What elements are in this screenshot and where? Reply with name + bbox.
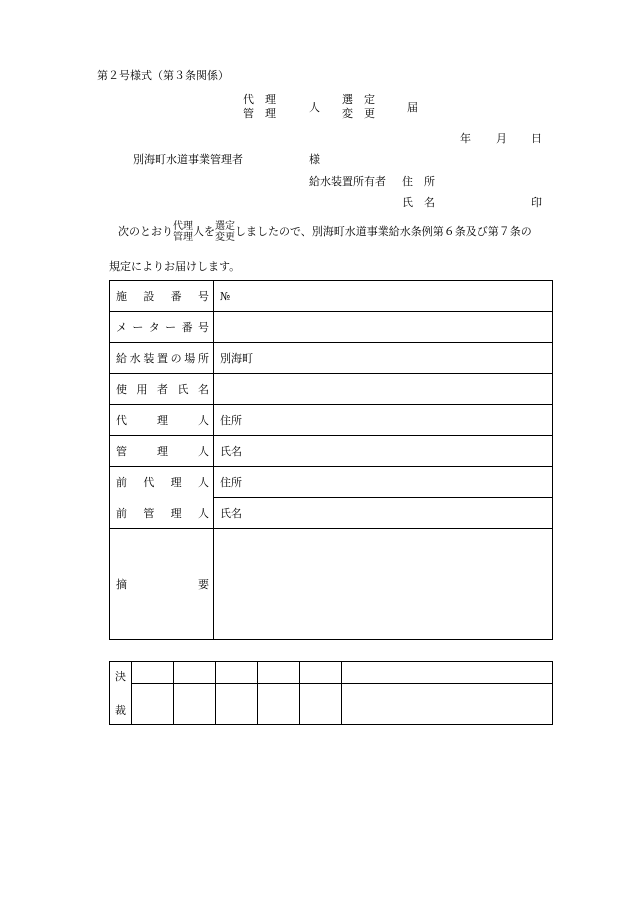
label-char: 使 bbox=[116, 383, 127, 396]
approval-stamp-cell[interactable] bbox=[132, 683, 174, 724]
label-location bbox=[110, 343, 214, 374]
label-char: 前 bbox=[116, 506, 127, 520]
label-prev-agent bbox=[110, 467, 214, 498]
label-char: 代 bbox=[116, 414, 127, 427]
date-year: 年 bbox=[460, 132, 471, 145]
approval-label-bottom: 裁 bbox=[115, 704, 126, 717]
label-prev-manager bbox=[110, 498, 214, 529]
label-char: 理 bbox=[170, 476, 182, 490]
title-stack-2-top: 選 定 bbox=[342, 93, 375, 106]
location-field[interactable] bbox=[214, 343, 553, 374]
body-stack-select-top: 選定 bbox=[215, 221, 235, 232]
label-meter-number bbox=[110, 312, 214, 343]
approval-stamp-cell[interactable] bbox=[174, 683, 216, 724]
applicant-role: 給水装置所有者 bbox=[309, 175, 386, 188]
label-char: 理 bbox=[157, 414, 168, 427]
row-facility-number bbox=[110, 281, 553, 312]
label-user-name bbox=[110, 374, 214, 405]
agent-address-label: 住所 bbox=[220, 414, 242, 427]
title-suffix: 届 bbox=[407, 101, 418, 114]
label-char: 置 bbox=[156, 352, 168, 365]
label-char: 理 bbox=[157, 445, 168, 458]
label-facility-number bbox=[110, 281, 214, 312]
title-stack-1 bbox=[243, 93, 276, 121]
row-prev-agent-address bbox=[110, 467, 553, 498]
summary-field[interactable] bbox=[214, 529, 553, 640]
approval-title-cell bbox=[300, 662, 342, 684]
approval-stamp-cell[interactable] bbox=[342, 683, 553, 724]
label-manager bbox=[110, 436, 214, 467]
label-char: 場 bbox=[184, 352, 196, 365]
applicant-address-label: 住 所 bbox=[402, 175, 435, 188]
approval-title-cell bbox=[132, 662, 174, 684]
approval-table bbox=[109, 661, 553, 725]
agent-name-label: 氏名 bbox=[220, 445, 242, 458]
location-prefix: 別海町 bbox=[220, 352, 253, 365]
label-char: 所 bbox=[197, 352, 209, 365]
prev-agent-name-label: 氏名 bbox=[220, 507, 242, 520]
approval-label-top: 決 bbox=[115, 670, 126, 683]
label-char: 人 bbox=[197, 476, 209, 490]
row-user-name bbox=[110, 374, 553, 405]
body-stack-agent-bottom: 管理 bbox=[173, 232, 193, 243]
label-char: 人 bbox=[197, 506, 209, 520]
label-char: タ bbox=[148, 321, 160, 334]
title-stack-2 bbox=[342, 93, 375, 121]
approval-title-cell bbox=[258, 662, 300, 684]
label-char: の bbox=[170, 352, 182, 365]
label-char: 用 bbox=[136, 383, 148, 396]
body-part-3: しましたので、別海町水道事業給水条例第６条及び第７条の bbox=[235, 225, 532, 238]
label-char: 代 bbox=[143, 476, 155, 490]
body-stack-select bbox=[215, 221, 235, 243]
body-part-2: 人を bbox=[193, 225, 215, 238]
approval-title-cell bbox=[342, 662, 553, 684]
label-char: 管 bbox=[143, 506, 155, 520]
user-name-field[interactable] bbox=[214, 374, 553, 405]
seal-mark: 印 bbox=[531, 196, 542, 209]
label-char: 給 bbox=[116, 352, 127, 365]
label-char: 番 bbox=[181, 321, 193, 334]
facility-number-field[interactable] bbox=[214, 281, 553, 312]
agent-name-field[interactable] bbox=[214, 436, 553, 467]
row-summary bbox=[110, 529, 553, 640]
title-person: 人 bbox=[309, 101, 320, 114]
label-char: 号 bbox=[197, 290, 209, 303]
addressee-honorific: 様 bbox=[309, 153, 320, 166]
label-char: 人 bbox=[198, 414, 209, 427]
body-stack-agent-top: 代理 bbox=[173, 221, 193, 232]
label-agent bbox=[110, 405, 214, 436]
body-stack-agent bbox=[173, 221, 193, 243]
label-char: 施 bbox=[116, 290, 127, 303]
row-meter-number bbox=[110, 312, 553, 343]
applicant-name-label: 氏 名 bbox=[402, 196, 435, 209]
approval-label bbox=[110, 662, 132, 725]
label-char: 番 bbox=[170, 290, 182, 303]
body-line-1 bbox=[118, 220, 532, 244]
label-char: 前 bbox=[116, 476, 127, 490]
label-char: 理 bbox=[170, 506, 182, 520]
agent-address-field[interactable] bbox=[214, 405, 553, 436]
label-char: 者 bbox=[157, 383, 168, 396]
title-stack-1-top: 代 理 bbox=[243, 93, 276, 106]
label-char: 名 bbox=[198, 383, 209, 396]
title-stack-2-bottom: 変 更 bbox=[342, 107, 375, 120]
addressee-name: 別海町水道事業管理者 bbox=[133, 153, 243, 166]
label-char: 号 bbox=[197, 321, 209, 334]
label-char: 設 bbox=[143, 290, 155, 303]
label-char: ー bbox=[132, 321, 144, 334]
label-char: 氏 bbox=[177, 383, 189, 396]
row-agent-name bbox=[110, 436, 553, 467]
approval-stamp-row bbox=[110, 683, 553, 724]
body-line-2: 規定によりお届けします。 bbox=[109, 260, 241, 273]
approval-stamp-cell[interactable] bbox=[300, 683, 342, 724]
label-char: 装 bbox=[143, 352, 155, 365]
prev-agent-address-label: 住所 bbox=[220, 476, 242, 489]
title-stack-1-bottom: 管 理 bbox=[243, 107, 276, 120]
body-part-1: 次のとおり bbox=[118, 225, 173, 238]
approval-stamp-cell[interactable] bbox=[258, 683, 300, 724]
label-summary bbox=[110, 529, 214, 640]
row-location bbox=[110, 343, 553, 374]
approval-title-cell bbox=[216, 662, 258, 684]
prev-agent-name-field[interactable] bbox=[214, 498, 553, 529]
date-day: 日 bbox=[531, 132, 542, 145]
facility-number-prefix: № bbox=[220, 289, 231, 303]
label-char: 要 bbox=[198, 578, 209, 591]
row-agent-address bbox=[110, 405, 553, 436]
approval-title-cell bbox=[174, 662, 216, 684]
prev-agent-address-field[interactable] bbox=[214, 467, 553, 498]
label-char: 管 bbox=[116, 445, 127, 458]
label-char: ー bbox=[165, 321, 177, 334]
approval-stamp-cell[interactable] bbox=[216, 683, 258, 724]
label-char: 人 bbox=[198, 445, 209, 458]
label-char: 水 bbox=[129, 352, 141, 365]
date-month: 月 bbox=[496, 132, 507, 145]
meter-number-field[interactable] bbox=[214, 312, 553, 343]
label-char: メ bbox=[116, 321, 127, 334]
row-prev-agent-name bbox=[110, 498, 553, 529]
approval-header-row bbox=[110, 662, 553, 684]
body-stack-select-bottom: 変更 bbox=[215, 232, 235, 243]
form-number: 第２号様式（第３条関係） bbox=[97, 69, 229, 82]
form-table bbox=[109, 280, 553, 640]
label-char: 摘 bbox=[116, 578, 127, 591]
